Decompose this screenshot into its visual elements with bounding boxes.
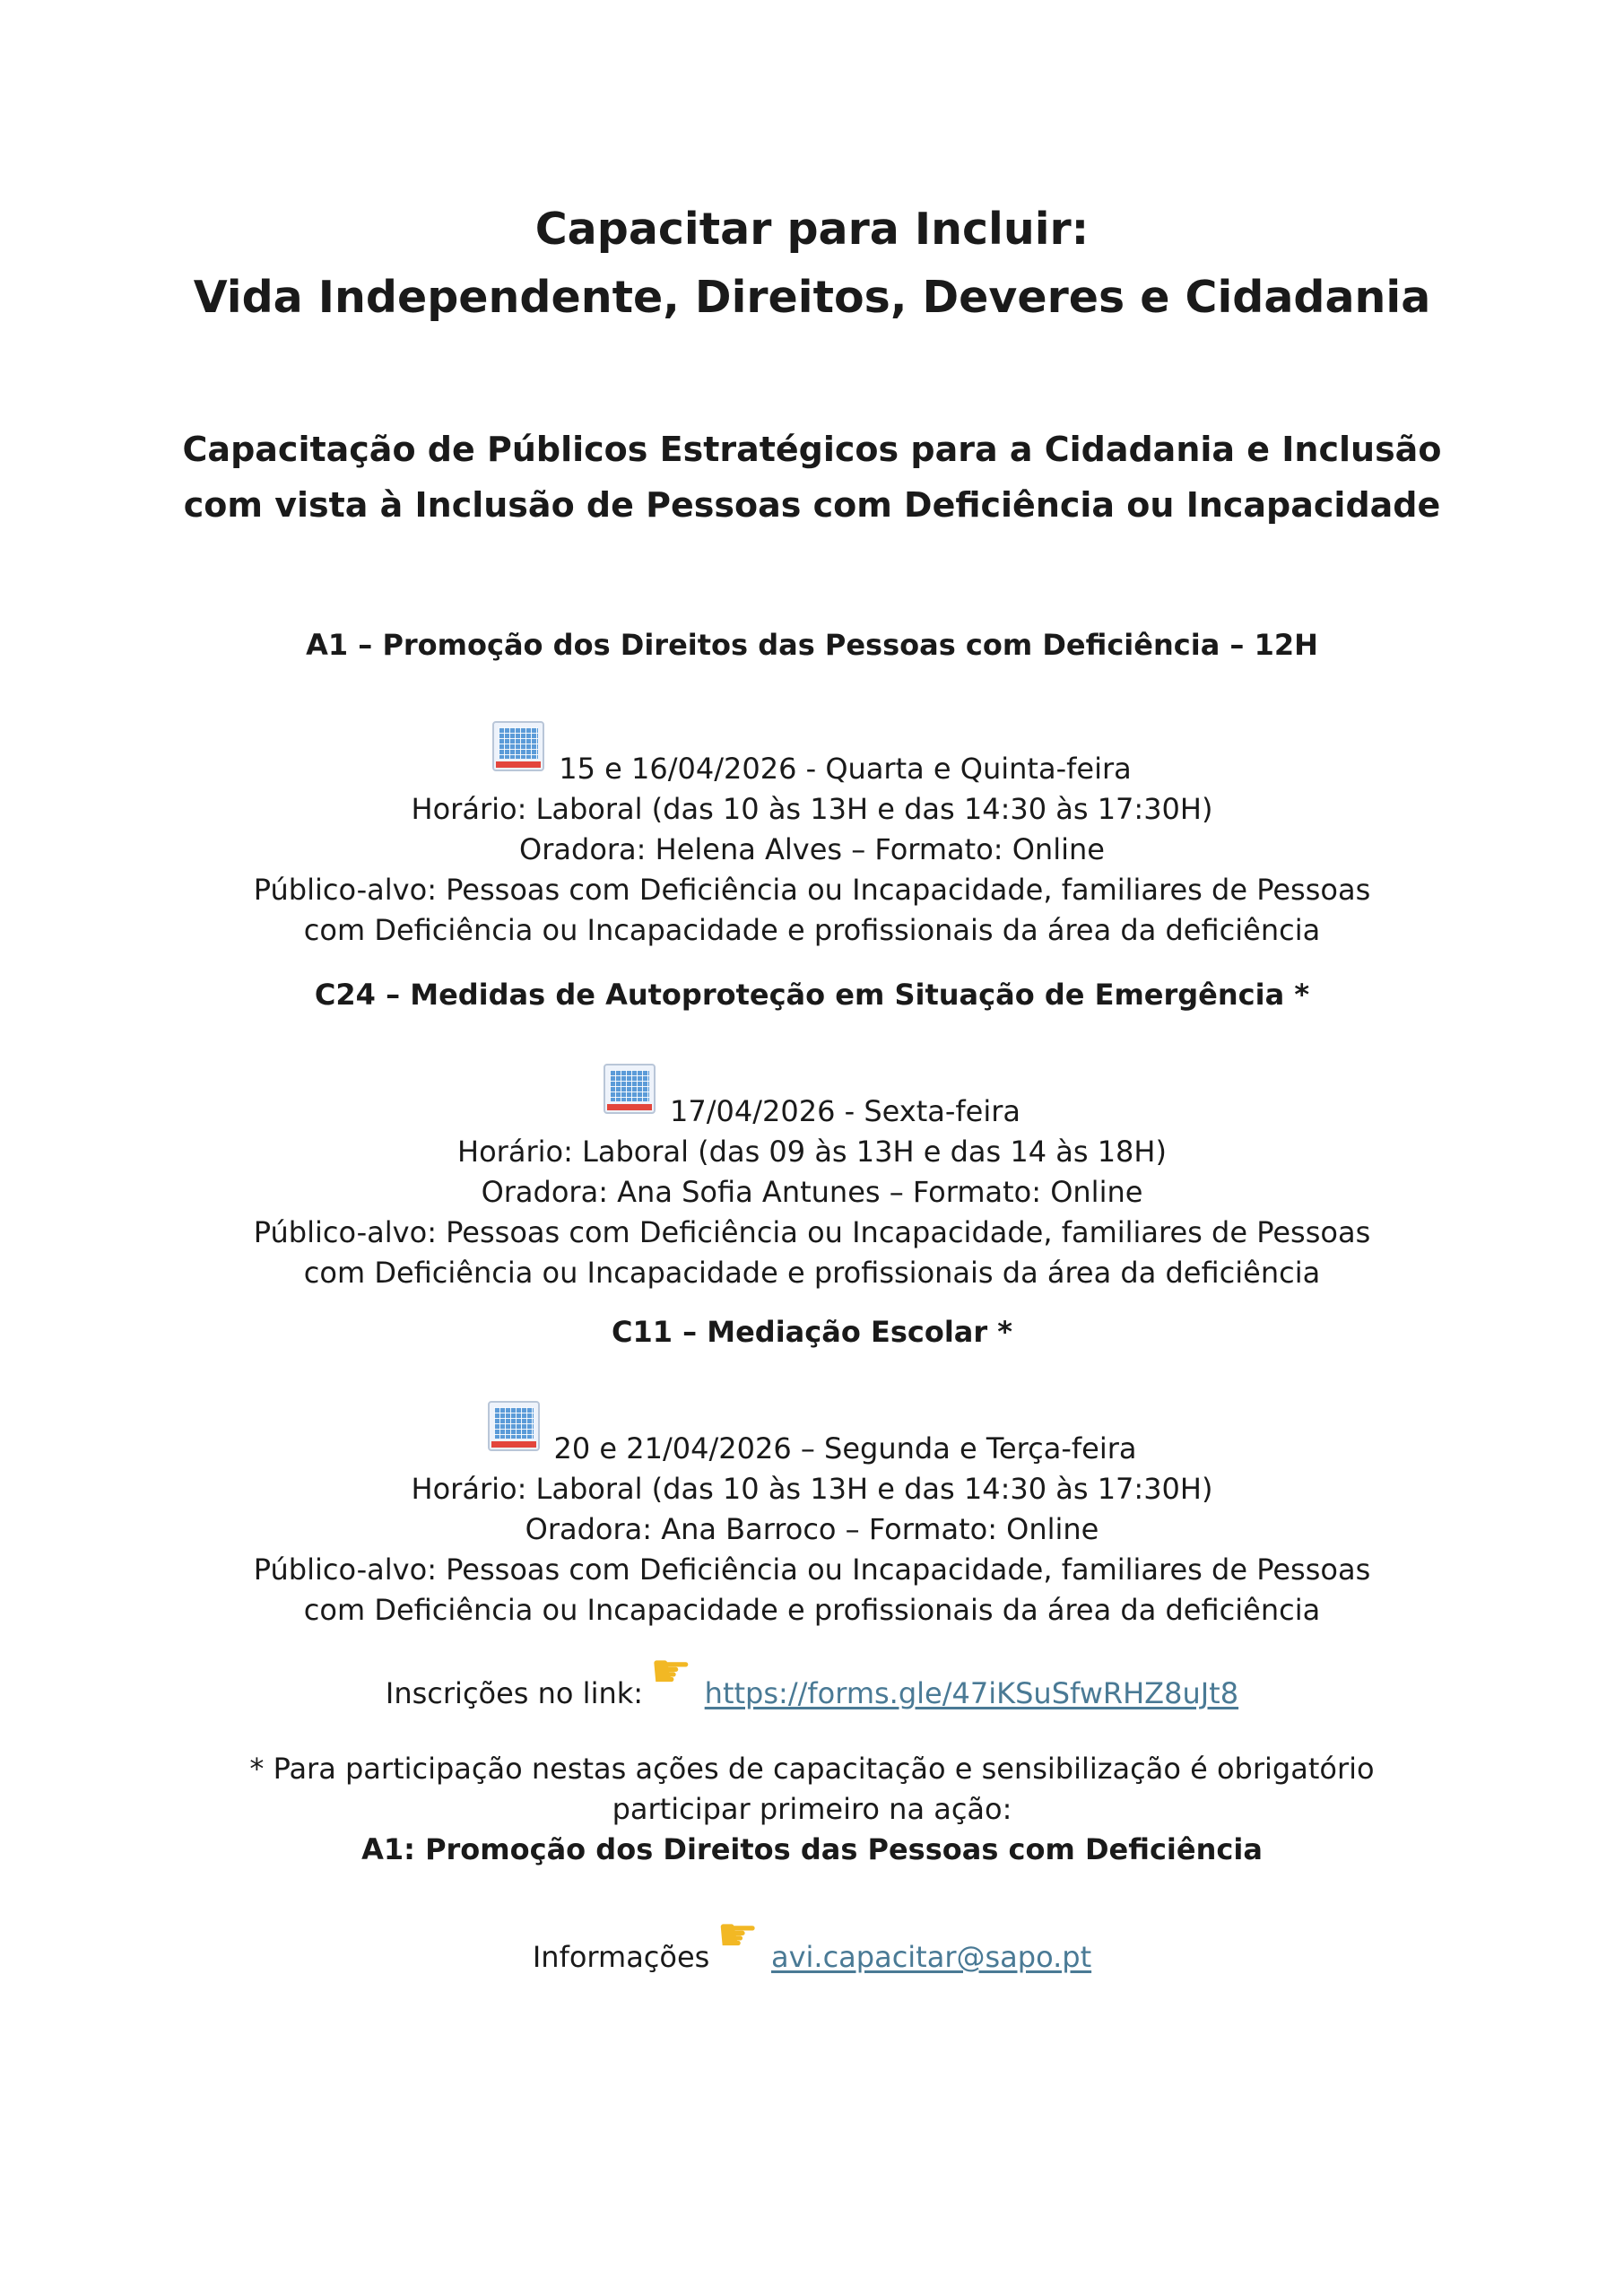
registration-line	[0, 1645, 1624, 1716]
action-date: 17/04/2026 - Sexta-feira	[669, 1094, 1020, 1128]
calendar-icon	[492, 721, 544, 771]
page-subtitle	[0, 422, 1624, 533]
action-schedule: Horário: Laboral (das 09 às 13H e das 14 às 18H)	[457, 1135, 1167, 1169]
action-audience-line-2: com Deficiência ou Incapacidade e profissionais da área da deficiência	[303, 913, 1321, 947]
title-line-1: Capacitar para Incluir:	[534, 204, 1090, 255]
contact-label: Informações	[532, 1940, 710, 1974]
page-title	[0, 196, 1624, 332]
action-date-line	[0, 721, 1624, 789]
action-date: 20 e 21/04/2026 – Segunda e Terça-feira	[553, 1431, 1137, 1465]
action-date-line	[0, 1064, 1624, 1132]
action-block-a1	[0, 624, 1624, 951]
action-audience-line-2: com Deficiência ou Incapacidade e profissionais da área da deficiência	[303, 1593, 1321, 1627]
action-schedule: Horário: Laboral (das 10 às 13H e das 14:30 às 17:30H)	[411, 1472, 1213, 1506]
note-line-1: * Para participação nestas ações de capacitação e sensibilização é obrigatório	[249, 1752, 1375, 1786]
action-speaker: Oradora: Ana Barroco – Formato: Online	[525, 1512, 1099, 1546]
calendar-icon	[604, 1064, 656, 1114]
action-schedule: Horário: Laboral (das 10 às 13H e das 14:30 às 17:30H)	[411, 792, 1213, 826]
action-speaker: Oradora: Ana Sofia Antunes – Formato: Online	[481, 1175, 1143, 1209]
subtitle-line-2: com vista à Inclusão de Pessoas com Deficiência ou Incapacidade	[183, 485, 1441, 525]
subtitle-line-1: Capacitação de Públicos Estratégicos para a Cidadania e Inclusão	[182, 430, 1442, 469]
prerequisite-note	[0, 1749, 1624, 1870]
action-audience-line-2: com Deficiência ou Incapacidade e profissionais da área da deficiência	[303, 1256, 1321, 1290]
action-title: A1 – Promoção dos Direitos das Pessoas com Deficiência – 12H	[306, 628, 1318, 662]
action-audience-line-1: Público-alvo: Pessoas com Deficiência ou Incapacidade, familiares de Pessoas	[253, 873, 1371, 907]
action-audience-line-1: Público-alvo: Pessoas com Deficiência ou Incapacidade, familiares de Pessoas	[253, 1215, 1371, 1249]
contact-email-link[interactable]: avi.capacitar@sapo.pt	[770, 1940, 1092, 1974]
action-date-line	[0, 1401, 1624, 1469]
action-speaker: Oradora: Helena Alves – Formato: Online	[519, 832, 1105, 866]
pointing-hand-icon: ☛	[716, 1909, 759, 1962]
action-audience-line-1: Público-alvo: Pessoas com Deficiência ou Incapacidade, familiares de Pessoas	[253, 1552, 1371, 1587]
registration-label: Inscrições no link:	[385, 1676, 644, 1710]
calendar-icon	[488, 1401, 540, 1451]
title-line-2: Vida Independente, Direitos, Deveres e Cidadania	[193, 272, 1431, 323]
pointing-hand-icon: ☛	[650, 1645, 692, 1699]
contact-line	[0, 1909, 1624, 1979]
action-block-c24	[0, 974, 1624, 1293]
action-title: C24 – Medidas de Autoproteção em Situação de Emergência *	[314, 978, 1310, 1012]
registration-link[interactable]: https://forms.gle/47iKSuSfwRHZ8uJt8	[704, 1676, 1239, 1710]
note-line-2: participar primeiro na ação:	[612, 1792, 1012, 1826]
action-block-c11	[0, 1311, 1624, 1631]
action-date: 15 e 16/04/2026 - Quarta e Quinta-feira	[559, 752, 1132, 786]
note-line-3: A1: Promoção dos Direitos das Pessoas com Deficiência	[361, 1832, 1263, 1866]
action-title: C11 – Mediação Escolar *	[611, 1315, 1013, 1349]
